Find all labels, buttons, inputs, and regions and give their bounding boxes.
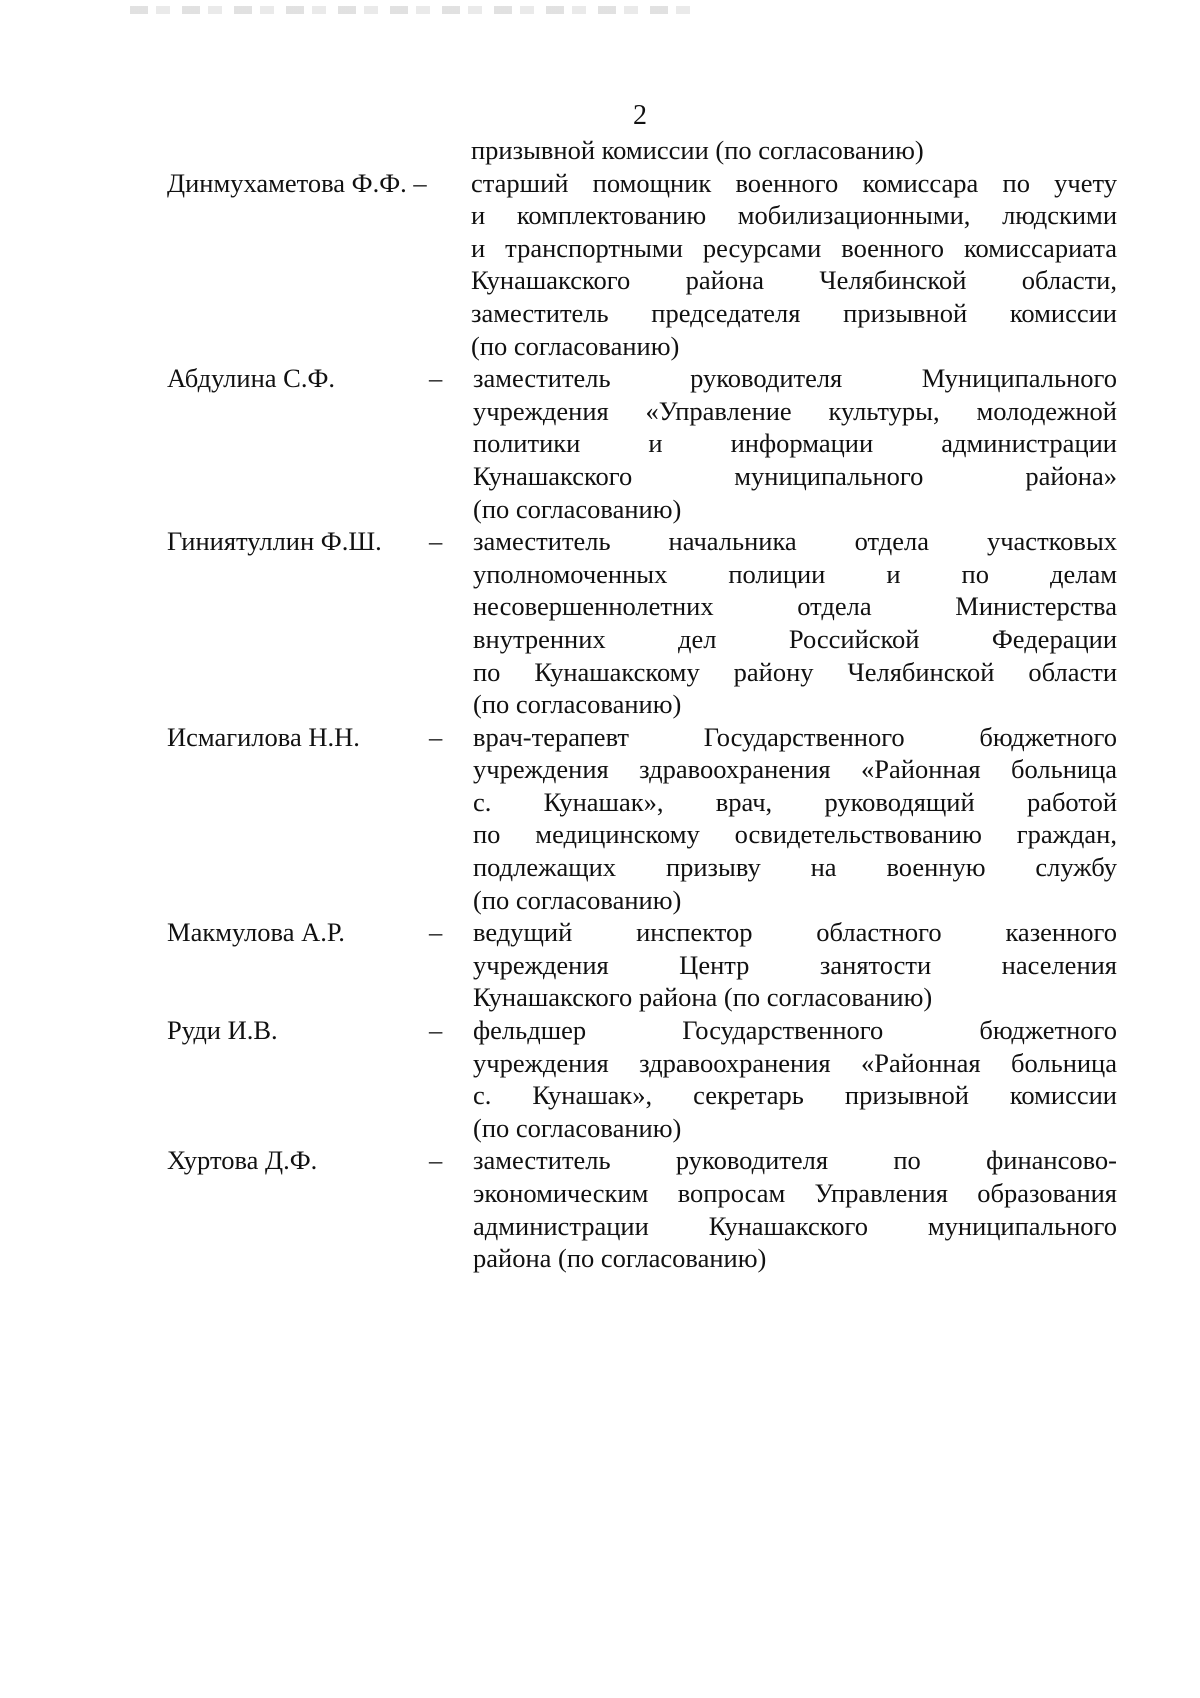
position-line: врач-терапевт Государственного бюджетного [473,721,1117,752]
member-position [473,1014,1117,1144]
position-line: Кунашакского района (по согласованию) [473,982,933,1013]
member-dash: – [429,917,443,948]
position-line: подлежащих призыву на военную службу [473,852,1117,883]
member-dash: – [429,721,443,752]
position-line: заместитель руководителя Муниципального [473,363,1117,394]
member-entry [167,721,1117,917]
position-line: фельдшер Государственного бюджетного [473,1015,1117,1046]
member-position [473,721,1117,917]
position-line: экономическим вопросам Управления образования [473,1178,1117,1208]
position-line: (по согласованию) [473,884,682,915]
position-line: и транспортными ресурсами военного комиссариата [471,232,1117,263]
position-line: (по согласованию) [473,689,682,720]
position-line: учреждения здравоохранения «Районная больница [473,754,1117,785]
member-name: Хуртова Д.Ф. [167,1145,318,1176]
member-name: Абдулина С.Ф. [167,363,336,394]
member-entry [167,167,1117,363]
member-name: Исмагилова Н.Н. [167,721,360,752]
position-line: ведущий инспектор областного казенного [473,917,1117,948]
position-line: администрации Кунашакского муниципального [473,1210,1117,1241]
position-line: (по согласованию) [473,493,682,524]
position-line: по Кунашакскому району Челябинской области [473,656,1117,687]
member-position [471,167,1117,363]
position-line: заместитель председателя призывной комиссии [471,297,1117,328]
position-line: Кунашакского района Челябинской области, [471,265,1117,296]
position-line: старший помощник военного комиссара по учету [471,167,1117,198]
member-entry [167,1014,1117,1144]
member-name: Гиниятуллин Ф.Ш. [167,526,382,557]
position-line: уполномоченных полиции и по делам [473,558,1117,589]
position-line: и комплектованию мобилизационными, людскими [471,200,1117,231]
position-line: несовершеннолетних отдела Министерства [473,591,1117,622]
position-line: внутренних дел Российской Федерации [473,623,1117,654]
member-entry [167,1144,1117,1274]
position-line: (по согласованию) [473,1112,682,1143]
member-entry [167,916,1117,1014]
page-number: 2 [633,100,647,131]
commission-member-list [167,134,1117,1275]
member-entry [167,525,1117,721]
member-position [473,1144,1117,1274]
position-line: заместитель начальника отдела участковых [473,526,1117,557]
member-position [473,525,1117,721]
position-line: политики и информации администрации [473,428,1117,459]
position-line: Кунашакского муниципального района» [473,460,1117,491]
member-position [473,362,1117,525]
position-line: района (по согласованию) [473,1243,767,1274]
member-position [473,916,1117,1014]
member-dash: – [429,1015,443,1046]
position-line: учреждения Центр занятости населения [473,949,1117,980]
member-name: Макмулова А.Р. [167,917,345,948]
scan-artifact [130,6,690,14]
position-line: заместитель руководителя по финансово- [473,1145,1117,1176]
position-line: учреждения здравоохранения «Районная больница [473,1047,1117,1078]
position-line: (по согласованию) [471,330,680,361]
member-dash: – [429,526,443,557]
position-line: учреждения «Управление культуры, молодежной [473,395,1117,426]
member-name: Руди И.В. [167,1015,278,1046]
members-container [167,167,1117,1275]
continuation-line: призывной комиссии (по согласованию) [471,135,924,165]
member-name: Динмухаметова Ф.Ф. – [167,167,427,198]
member-dash: – [429,1145,443,1176]
member-entry [167,362,1117,525]
position-line: с. Кунашак», врач, руководящий работой [473,786,1117,817]
position-line: с. Кунашак», секретарь призывной комиссии [473,1080,1117,1111]
position-line: по медицинскому освидетельствованию граждан, [473,819,1117,850]
member-dash: – [429,363,443,394]
